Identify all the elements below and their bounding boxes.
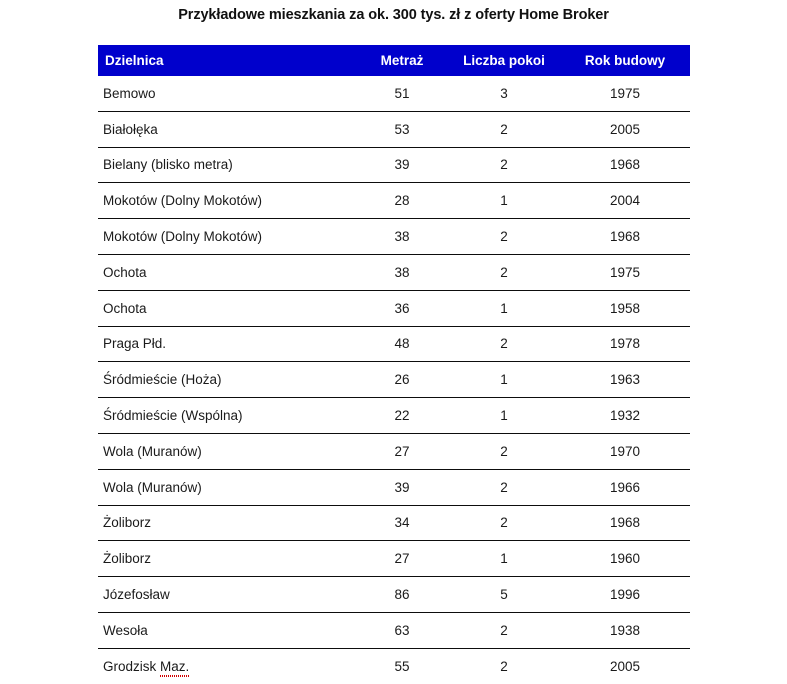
cell-area: 27 [356, 433, 448, 469]
cell-year: 1968 [560, 505, 690, 541]
cell-district: Śródmieście (Wspólna) [98, 398, 356, 434]
cell-year: 1966 [560, 469, 690, 505]
table-row [98, 290, 690, 326]
cell-rooms: 2 [448, 254, 560, 290]
cell-area: 39 [356, 469, 448, 505]
column-header-rooms[interactable]: Liczba pokoi [448, 45, 560, 76]
cell-district: Józefosław [98, 577, 356, 613]
cell-year: 1932 [560, 398, 690, 434]
cell-district: Mokotów (Dolny Mokotów) [98, 183, 356, 219]
cell-year: 2005 [560, 111, 690, 147]
cell-area: 38 [356, 219, 448, 255]
cell-rooms: 1 [448, 362, 560, 398]
cell-area: 63 [356, 612, 448, 648]
table-row [98, 219, 690, 255]
cell-district: Śródmieście (Hoża) [98, 362, 356, 398]
cell-rooms: 5 [448, 577, 560, 613]
cell-district: Ochota [98, 290, 356, 326]
cell-area: 36 [356, 290, 448, 326]
column-header-year[interactable]: Rok budowy [560, 45, 690, 76]
cell-district: Bielany (blisko metra) [98, 147, 356, 183]
table-row [98, 76, 690, 111]
cell-rooms: 2 [448, 219, 560, 255]
cell-rooms: 2 [448, 111, 560, 147]
cell-rooms: 1 [448, 398, 560, 434]
cell-area: 34 [356, 505, 448, 541]
cell-area: 86 [356, 577, 448, 613]
page-title: Przykładowe mieszkania za ok. 300 tys. zł z oferty Home Broker [178, 7, 609, 23]
cell-rooms: 3 [448, 76, 560, 111]
cell-year: 1958 [560, 290, 690, 326]
cell-rooms: 2 [448, 326, 560, 362]
cell-district: Mokotów (Dolny Mokotów) [98, 219, 356, 255]
cell-district: Bemowo [98, 76, 356, 111]
cell-area: 38 [356, 254, 448, 290]
cell-rooms: 2 [448, 612, 560, 648]
cell-area: 39 [356, 147, 448, 183]
cell-year: 1996 [560, 577, 690, 613]
table-row [98, 147, 690, 183]
cell-year: 2004 [560, 183, 690, 219]
cell-district: Żoliborz [98, 541, 356, 577]
cell-area: 22 [356, 398, 448, 434]
cell-rooms: 2 [448, 433, 560, 469]
cell-district: Ochota [98, 254, 356, 290]
cell-year: 1968 [560, 219, 690, 255]
column-header-area[interactable]: Metraż [356, 45, 448, 76]
table-row [98, 326, 690, 362]
cell-rooms: 2 [448, 505, 560, 541]
cell-area: 28 [356, 183, 448, 219]
cell-year: 1968 [560, 147, 690, 183]
cell-year: 1938 [560, 612, 690, 648]
cell-area: 51 [356, 76, 448, 111]
cell-district: Praga Płd. [98, 326, 356, 362]
cell-district: Wola (Muranów) [98, 469, 356, 505]
cell-area: 53 [356, 111, 448, 147]
table-row [98, 183, 690, 219]
cell-district [98, 648, 356, 683]
cell-rooms: 2 [500, 658, 508, 674]
cell-area: 55 [394, 658, 410, 674]
table-row [98, 612, 690, 648]
cell-year: 1963 [560, 362, 690, 398]
cell-rooms: 2 [448, 147, 560, 183]
cell-year: 1960 [560, 541, 690, 577]
table-container [98, 45, 690, 684]
table-row [98, 577, 690, 613]
district-text: Grodzisk [103, 658, 161, 674]
table-row [98, 541, 690, 577]
cell-district: Wesoła [98, 612, 356, 648]
cell-year: 1975 [560, 254, 690, 290]
table-row [98, 398, 690, 434]
cell-area: 48 [356, 326, 448, 362]
cell-year: 1978 [560, 326, 690, 362]
table-row [98, 111, 690, 147]
cell-year: 1975 [560, 76, 690, 111]
cell-rooms: 1 [448, 541, 560, 577]
cell-district: Wola (Muranów) [98, 433, 356, 469]
cell-district: Białołęka [98, 111, 356, 147]
cell-rooms: 2 [448, 469, 560, 505]
cell-district: Żoliborz [98, 505, 356, 541]
table-row [98, 469, 690, 505]
spellcheck-underlined-word: Maz. [160, 658, 190, 674]
table-body [98, 76, 690, 684]
table-row [98, 362, 690, 398]
cell-rooms: 1 [448, 183, 560, 219]
column-header-district[interactable]: Dzielnica [98, 45, 356, 76]
table-header [98, 45, 690, 76]
table-header-row [98, 45, 690, 76]
cell-year: 2005 [609, 658, 641, 674]
table-row [98, 433, 690, 469]
cell-rooms: 1 [448, 290, 560, 326]
cell-area: 27 [356, 541, 448, 577]
table-row [98, 505, 690, 541]
cell-year: 1970 [560, 433, 690, 469]
apartments-table [98, 45, 690, 684]
cell-area: 26 [356, 362, 448, 398]
table-row [98, 254, 690, 290]
table-row [98, 648, 690, 683]
